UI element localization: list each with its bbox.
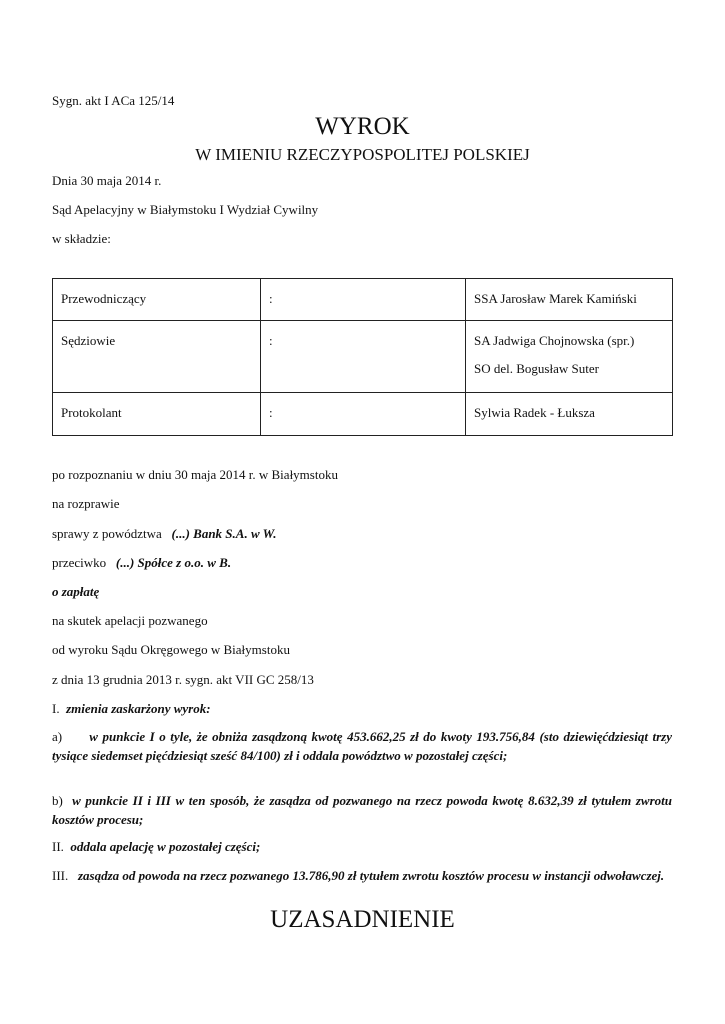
claim-prefix: sprawy z powództwa <box>52 526 162 541</box>
bench-name: Sylwia Radek - Łuksza <box>466 393 673 436</box>
ruling-2 <box>52 838 260 856</box>
ruling-1a <box>52 727 672 765</box>
ruling-3-prefix: III. <box>52 868 69 883</box>
bench-role: Protokolant <box>53 393 261 436</box>
bench-composition-table <box>52 278 673 436</box>
bench-role: Przewodniczący <box>53 279 261 321</box>
bench-name: SO del. Bogusław Suter <box>474 361 599 376</box>
appeal-line: na skutek apelacji pozwanego <box>52 613 208 628</box>
bench-separator: : <box>261 393 466 436</box>
claim-line <box>52 525 277 543</box>
judgment-date: Dnia 30 maja 2014 r. <box>52 173 162 188</box>
subject-line: o zapłatę <box>52 584 100 599</box>
bench-role: Sędziowie <box>53 321 261 393</box>
from-judgment-line: od wyroku Sądu Okręgowego w Białymstoku <box>52 642 290 657</box>
ruling-1-text: zmienia zaskarżony wyrok: <box>66 701 211 716</box>
composition-label: w składzie: <box>52 231 111 246</box>
ruling-1b-text: w punkcie II i III w ten sposób, że zasądza od pozwanego na rzecz powoda kwotę 8.632,39 zł tytułem zwrotu kosztów procesu; <box>52 793 672 827</box>
ruling-3-text: zasądza od powoda na rzecz pozwanego 13.786,90 zł tytułem zwrotu kosztów procesu w instancji odwoławczej. <box>78 868 665 883</box>
plaintiff-name: (...) Bank S.A. w W. <box>171 526 277 541</box>
court-name: Sąd Apelacyjny w Białymstoku I Wydział Cywilny <box>52 202 319 217</box>
bench-row-clerk <box>53 393 673 436</box>
case-reference: Sygn. akt I ACa 125/14 <box>52 93 175 108</box>
document-subtitle: W IMIENIU RZECZYPOSPOLITEJ POLSKIEJ <box>195 145 530 164</box>
ruling-1a-prefix: a) <box>52 729 63 744</box>
bench-name: SA Jadwiga Chojnowska (spr.) <box>474 333 635 348</box>
document-title: WYROK <box>315 113 410 140</box>
ruling-1-prefix: I. <box>52 701 60 716</box>
bench-name: SSA Jarosław Marek Kamiński <box>466 279 673 321</box>
ruling-2-text: oddala apelację w pozostałej części; <box>70 839 261 854</box>
judgment-date-line: z dnia 13 grudnia 2013 r. sygn. akt VII GC 258/13 <box>52 672 314 687</box>
bench-row-judges <box>53 321 673 393</box>
ruling-1 <box>52 700 211 718</box>
ruling-1b-prefix: b) <box>52 793 63 808</box>
defendant-name: (...) Spółce z o.o. w B. <box>115 555 232 570</box>
bench-separator: : <box>261 279 466 321</box>
considered-line: po rozpoznaniu w dniu 30 maja 2014 r. w Białymstoku <box>52 467 338 482</box>
ruling-3 <box>52 866 672 885</box>
bench-names <box>466 321 673 393</box>
ruling-2-prefix: II. <box>52 839 64 854</box>
justification-heading: UZASADNIENIE <box>270 906 455 933</box>
bench-row-presiding <box>53 279 673 321</box>
bench-separator: : <box>261 321 466 393</box>
ruling-1a-text: w punkcie I o tyle, że obniża zasądzoną kwotę 453.662,25 zł do kwoty 193.756,84 (sto dziewięćdziesiąt trzy tysiące siedemset pięćdziesiąt sześć 84/100) zł i oddala powództwo w pozostałej części; <box>52 729 672 763</box>
hearing-line: na rozprawie <box>52 496 120 511</box>
ruling-1b <box>52 791 672 829</box>
against-line <box>52 554 231 572</box>
against-prefix: przeciwko <box>52 555 107 570</box>
